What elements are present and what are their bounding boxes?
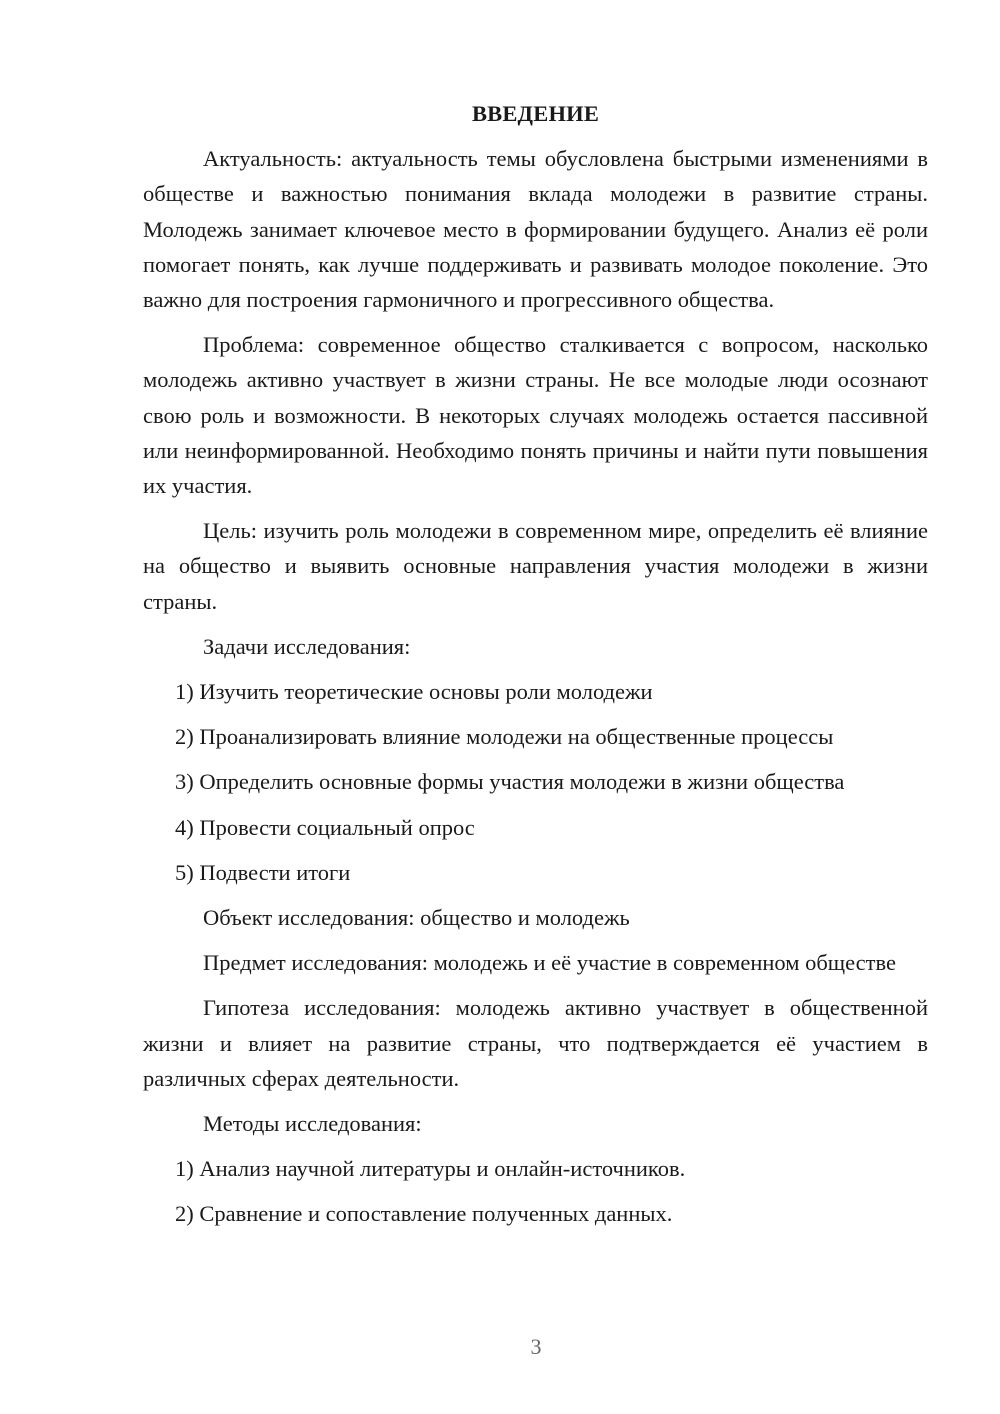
page-number: 3 — [530, 1334, 542, 1359]
page-content — [143, 96, 928, 1242]
hypothesis-paragraph: Гипотеза исследования: молодежь активно участвует в общественной жизни и влияет на развитие страны, что подтверждается её участием в различных сферах деятельности. — [143, 995, 928, 1091]
goal-paragraph: Цель: изучить роль молодежи в современном мире, определить её влияние на общество и выявить основные направления участия молодежи в жизни страны. — [143, 518, 928, 614]
task-item: 1) Изучить теоретические основы роли молодежи — [175, 679, 653, 705]
task-item: 2) Проанализировать влияние молодежи на общественные процессы — [175, 724, 834, 750]
problem-paragraph: Проблема: современное общество сталкивается с вопросом, насколько молодежь активно участвует в жизни страны. Не все молодые люди осознают свою роль и возможности. В некоторых случаях молодежь остается пассивной или неинформированной. Необходимо понять причины и найти пути повышения их участия. — [143, 332, 928, 499]
task-item: 5) Подвести итоги — [175, 859, 351, 885]
relevance-paragraph: Актуальность: актуальность темы обусловлена быстрыми изменениями в обществе и важностью понимания вклада молодежи в развитие страны. Молодежь занимает ключевое место в формировании будущего. Анализ её роли помогает понять, как лучше поддерживать и развивать молодое поколение. Это важно для построения гармоничного и прогрессивного общества. — [143, 146, 928, 313]
section-title: ВВЕДЕНИЕ — [471, 101, 600, 126]
task-item: 3) Определить основные формы участия молодежи в жизни общества — [175, 769, 845, 795]
method-item: 1) Анализ научной литературы и онлайн-источников. — [175, 1156, 686, 1182]
subject-paragraph: Предмет исследования: молодежь и её участие в современном обществе — [203, 950, 896, 976]
task-item: 4) Провести социальный опрос — [175, 814, 475, 840]
method-item: 2) Сравнение и сопоставление полученных данных. — [175, 1201, 673, 1227]
object-paragraph: Объект исследования: общество и молодежь — [203, 905, 630, 931]
methods-heading: Методы исследования: — [203, 1111, 422, 1137]
tasks-heading: Задачи исследования: — [203, 633, 411, 659]
